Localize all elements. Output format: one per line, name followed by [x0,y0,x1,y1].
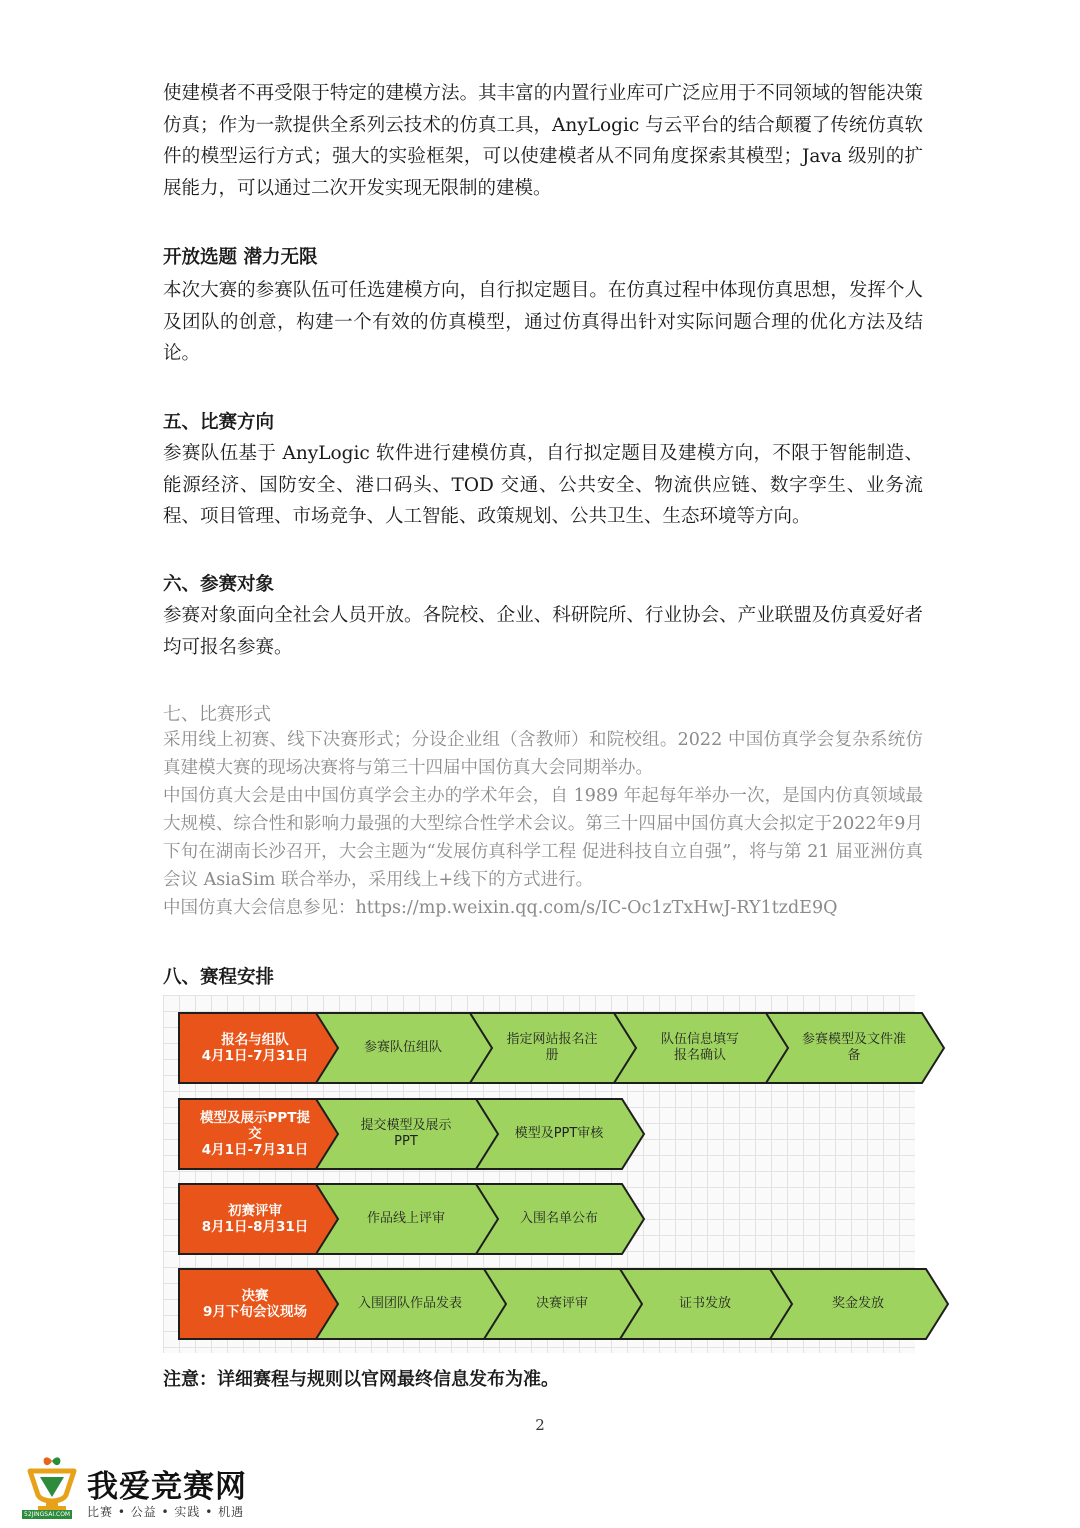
logo-domain: 52JINGSAI.COM [24,1511,71,1518]
label-line: 模型及PPT审核 [514,1126,604,1141]
label-line: 队伍信息填写 [660,1032,739,1047]
label-line: PPT [394,1134,418,1149]
label-line: 4月1日-7月31日 [201,1142,309,1158]
stage-label [178,1098,338,1170]
schedule-stage-box [178,1012,338,1084]
label-line: 提交模型及展示 [360,1118,452,1133]
logo-name: 我爱竞赛网 [87,1469,247,1505]
section7-p1: 采用线上初赛、线下决赛形式；分设企业组（含教师）和院校组。2022 中国仿真学会复杂系统仿真建模大赛的现场决赛将与第三十四届中国仿真大会同期举办。 [163,730,923,778]
section5-heading: 五、比赛方向 [163,412,275,433]
label-line: 奖金发放 [831,1296,884,1311]
section6-heading: 六、参赛对象 [163,574,275,595]
section7-p3: 中国仿真大会信息参见：https://mp.weixin.qq.com/s/IC-Oc1zTxHwJ-RY1tzdE9Q [163,898,838,918]
trophy-logo-icon [22,1455,82,1517]
intro-paragraph: 使建模者不再受限于特定的建模方法。其丰富的内置行业库可广泛应用于不同领域的智能决策仿真；作为一款提供全系列云技术的仿真工具，AnyLogic 与云平台的结合颠覆了传统仿真软件的模型运行方式；强大的实验框架，可以使建模者从不同角度探索其模型；Java 级别的扩展能力，可以通过二次开发实现无限制的建模。 [163,83,923,199]
note-text: 注意：详细赛程与规则以官网最终信息发布为准。 [163,1369,559,1390]
stage-label [178,1012,338,1084]
label-line: 参赛队伍组队 [363,1040,442,1055]
label-line: 9月下旬会议现场 [203,1304,307,1320]
section6-text: 参赛对象面向全社会人员开放。各院校、企业、科研院所、行业协会、产业联盟及仿真爱好者均可报名参赛。 [163,605,923,658]
label-line: 入围名单公布 [519,1211,598,1226]
label-line: 4月1日-7月31日 [201,1048,309,1064]
schedule-stage-box [178,1268,338,1340]
label-line: 证书发放 [678,1296,731,1311]
label-line: 报名确认 [673,1048,726,1063]
schedule-stage-box [178,1098,338,1170]
label-line: 入围团队作品发表 [357,1296,462,1311]
stage-label [178,1268,338,1340]
step-label [310,1268,506,1340]
label-line: 作品线上评审 [366,1211,445,1226]
label-line: 模型及展示PPT提交 [200,1110,310,1142]
site-logo [22,1455,322,1525]
label-line: 8月1日-8月31日 [201,1219,309,1235]
open-topic-text: 本次大赛的参赛队伍可任选建模方向，自行拟定题目。在仿真过程中体现仿真思想，发挥个人及团队的创意，构建一个有效的仿真模型，通过仿真得出针对实际问题合理的优化方法及结论。 [163,280,923,364]
page-number: 2 [535,1416,545,1434]
section7-heading: 七、比赛形式 [163,704,271,725]
schedule-stage-box [178,1183,338,1255]
label-line: 报名与组队 [221,1032,289,1048]
label-line: 参赛模型及文件准 [801,1032,906,1047]
label-line: 初赛评审 [227,1203,282,1219]
label-line: 指定网站报名注 [506,1032,598,1047]
section8-heading: 八、赛程安排 [163,967,275,988]
label-line: 册 [545,1048,559,1063]
label-line: 决赛 [241,1288,269,1304]
open-topic-heading: 开放选题 潜力无限 [163,247,318,268]
label-line: 备 [847,1048,861,1063]
label-line: 决赛评审 [535,1296,588,1311]
logo-tagline: 比赛 • 公益 • 实践 • 机遇 [87,1505,245,1519]
stage-label [178,1183,338,1255]
schedule-step-chevron [310,1268,506,1340]
section7-p2: 中国仿真大会是由中国仿真学会主办的学术年会，自 1989 年起每年举办一次，是国内仿真领域最大规模、综合性和影响力最强的大型综合性学术会议。第三十四届中国仿真大会拟定于2022年9月下旬在湖南长沙召开，大会主题为“发展仿真科学工程 促进科技自立自强”，将与第 21 届亚洲仿真会议 AsiaSim 联合举办，采用线上+线下的方式进行。 [163,786,923,890]
section5-text: 参赛队伍基于 AnyLogic 软件进行建模仿真，自行拟定题目及建模方向，不限于智能制造、能源经济、国防安全、港口码头、TOD 交通、公共安全、物流供应链、数字孪生、业务流程、项目管理、市场竞争、人工智能、政策规划、公共卫生、生态环境等方向。 [163,443,923,527]
